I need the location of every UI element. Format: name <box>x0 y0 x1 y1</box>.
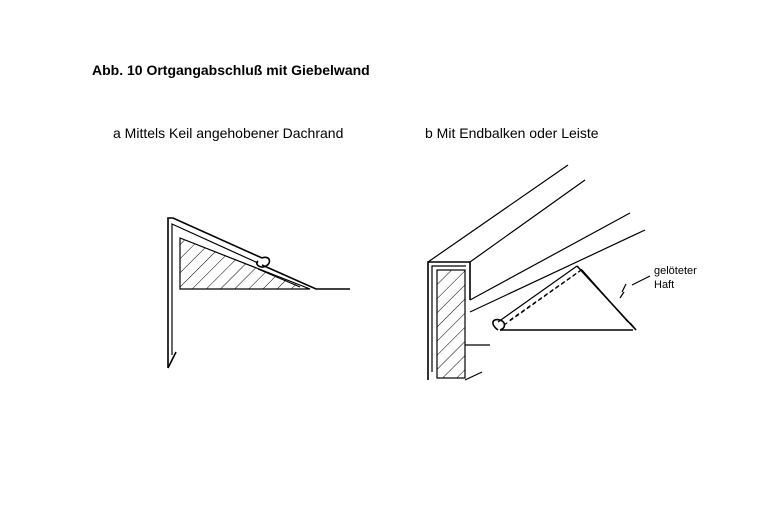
annotation-geloteter: gelöteter <box>654 265 697 277</box>
annotation-haft: Haft <box>654 279 675 291</box>
wedge-hatched <box>180 238 310 289</box>
caption-panel-a: a Mittels Keil angehobener Dachrand <box>113 125 344 141</box>
perspective-line-1 <box>428 165 568 262</box>
board-line-2 <box>465 372 482 380</box>
drawing-panel-b <box>428 165 697 380</box>
perspective-line-3 <box>470 213 630 300</box>
wall-hatched <box>437 270 465 378</box>
soldered-clip <box>620 284 626 298</box>
perspective-line-4 <box>470 230 645 312</box>
drawing-panel-a <box>168 218 350 368</box>
figure-title: Abb. 10 Ortgangabschluß mit Giebelwand <box>92 62 370 78</box>
annotation-leader <box>632 276 650 285</box>
roof-sheet-panel-b-upper <box>498 266 577 322</box>
caption-panel-b: b Mit Endbalken oder Leiste <box>425 125 599 141</box>
